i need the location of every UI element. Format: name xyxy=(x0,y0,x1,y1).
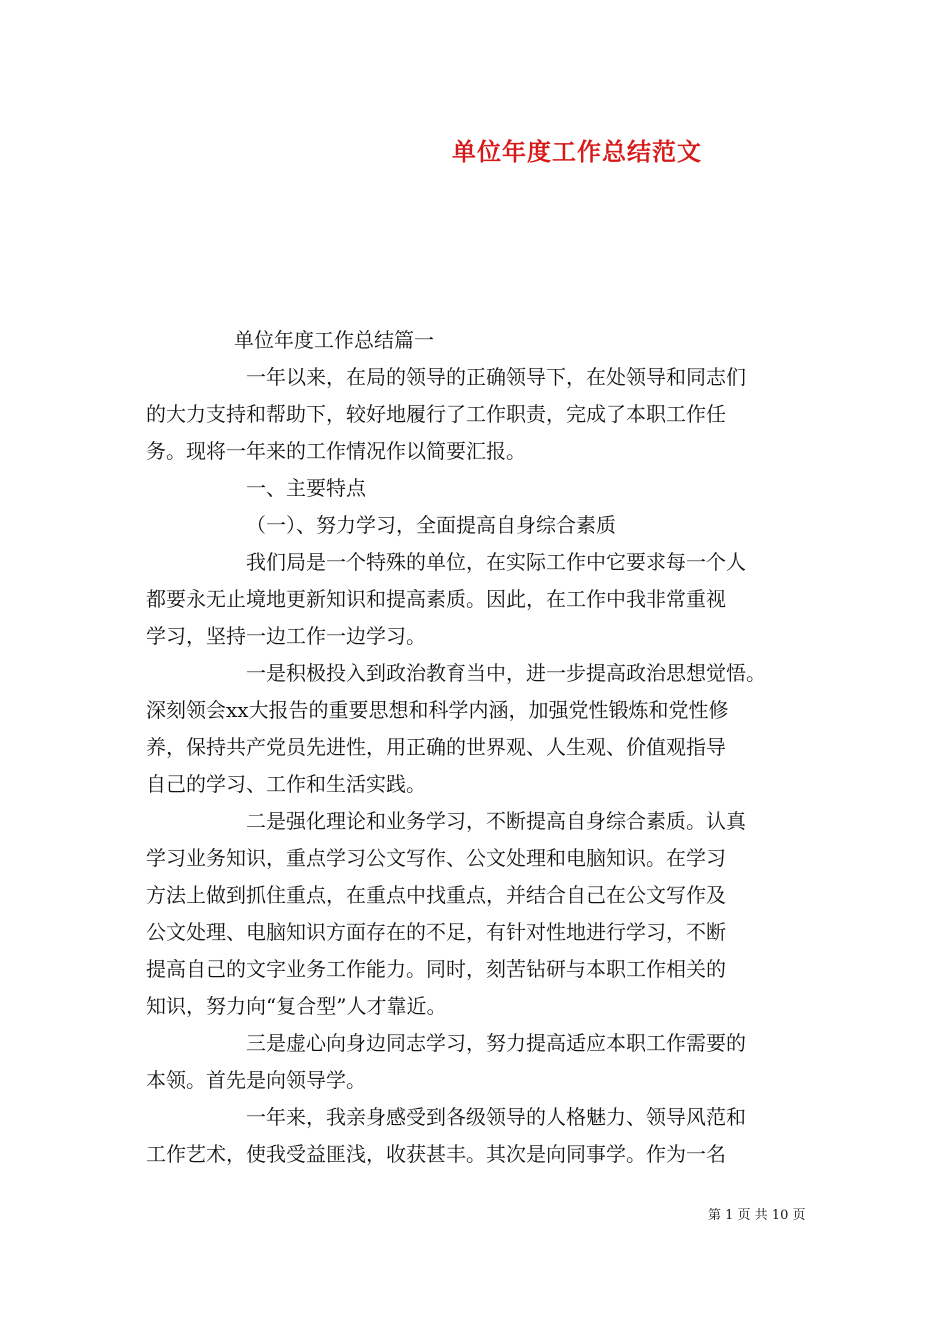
paragraph-line: 务。现将一年来的工作情况作以简要汇报。 xyxy=(146,439,526,463)
subsection-heading: 一、主要特点 xyxy=(246,476,366,500)
paragraph-line: 自己的学习、工作和生活实践。 xyxy=(146,772,426,796)
document-title: 单位年度工作总结范文 xyxy=(452,137,702,166)
paragraph-line: 的大力支持和帮助下，较好地履行了工作职责，完成了本职工作任 xyxy=(146,402,726,426)
paragraph-line: 学习业务知识，重点学习公文写作、公文处理和电脑知识。在学习 xyxy=(146,846,726,870)
paragraph-line: 三是虚心向身边同志学习，努力提高适应本职工作需要的 xyxy=(246,1031,746,1055)
paragraph-line: 一年以来，在局的领导的正确领导下，在处领导和同志们 xyxy=(246,365,746,389)
paragraph-line: 二是强化理论和业务学习，不断提高自身综合素质。认真 xyxy=(246,809,746,833)
paragraph-line: 我们局是一个特殊的单位，在实际工作中它要求每一个人 xyxy=(246,550,746,574)
page-footer: 第 1 页 共 10 页 xyxy=(708,1208,806,1223)
paragraph-line: 公文处理、电脑知识方面存在的不足，有针对性地进行学习，不断 xyxy=(146,920,726,944)
paragraph-line: 深刻领会xx大报告的重要思想和科学内涵，加强党性锻炼和党性修 xyxy=(146,698,729,722)
paragraph-line: 本领。首先是向领导学。 xyxy=(146,1068,366,1092)
paragraph-line: 方法上做到抓住重点，在重点中找重点，并结合自己在公文写作及 xyxy=(146,883,726,907)
paragraph-line: 养，保持共产党员先进性，用正确的世界观、人生观、价值观指导 xyxy=(146,735,726,759)
paragraph-line: 工作艺术，使我受益匪浅，收获甚丰。其次是向同事学。作为一名 xyxy=(146,1142,726,1166)
paragraph-line: 一是积极投入到政治教育当中，进一步提高政治思想觉悟。 xyxy=(246,661,766,685)
paragraph-line: 一年来，我亲身感受到各级领导的人格魅力、领导风范和 xyxy=(246,1105,746,1129)
paragraph-line: 都要永无止境地更新知识和提高素质。因此，在工作中我非常重视 xyxy=(146,587,726,611)
paragraph-line: 学习，坚持一边工作一边学习。 xyxy=(146,624,426,648)
paragraph-line: 提高自己的文字业务工作能力。同时，刻苦钻研与本职工作相关的 xyxy=(146,957,726,981)
subsection-heading: （一）、努力学习，全面提高自身综合素质 xyxy=(246,513,616,537)
paragraph-line: 知识，努力向“复合型”人才靠近。 xyxy=(146,994,447,1018)
section-heading: 单位年度工作总结篇一 xyxy=(234,328,434,352)
